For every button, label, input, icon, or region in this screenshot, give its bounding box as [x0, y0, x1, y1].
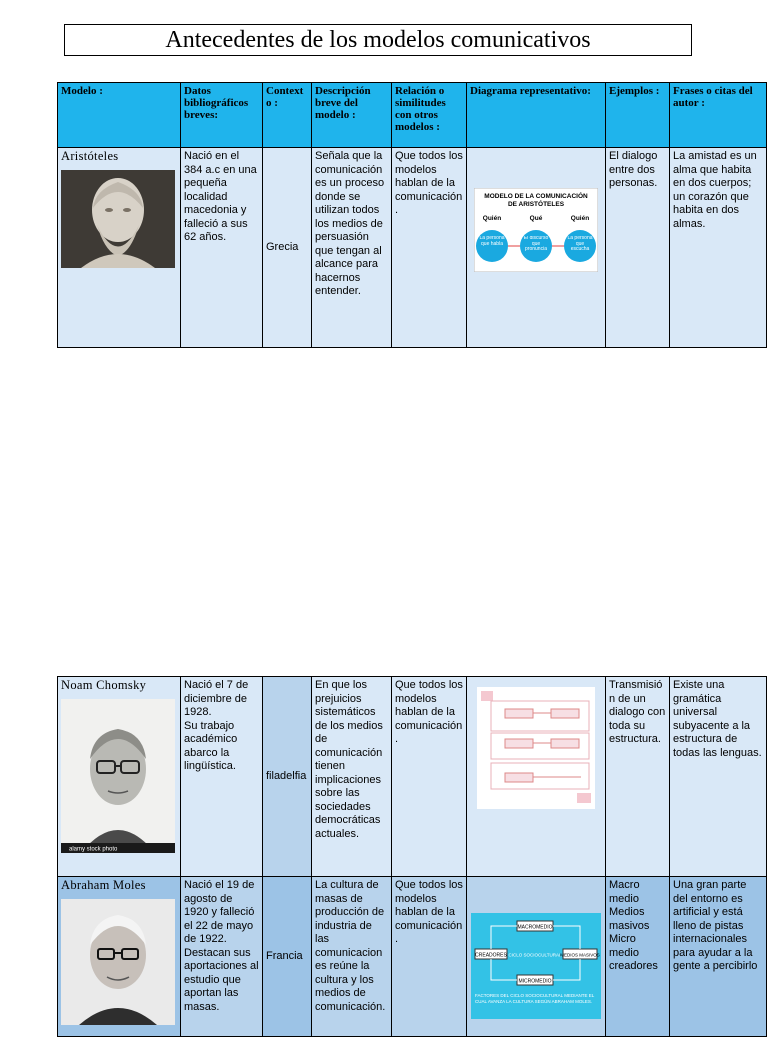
chomsky-diagram: [477, 687, 595, 809]
example-cell: Macro medio Medios masivos Micro medio creadores: [606, 877, 670, 1037]
moles-right: MEDIOS MASIVOS: [560, 952, 600, 958]
table-row: [58, 677, 767, 877]
table-row: [58, 877, 767, 1037]
diagram-circle-text-1: La persona que habla: [479, 236, 505, 247]
moles-diagram: [471, 913, 601, 1019]
bio-cell: Nació el 7 de diciembre de 1928. Su trabajo académico abarco la lingüística.: [181, 677, 263, 877]
diagram-circle-text-3: La persona que escucha: [567, 236, 593, 252]
diagram-circle-text-2: El discurso que pronuncia: [523, 236, 549, 252]
header-descripcion: Descripción breve del modelo :: [312, 83, 392, 148]
relation-cell: Que todos los modelos hablan de la comunicación.: [392, 677, 467, 877]
header-contexto: Contexto :: [263, 83, 312, 148]
moles-caption: FACTORES DEL CICLO SOCIOCULTURAL MEDIANTE EL CUAL AVANZA LA CULTURA SEGÚN ABRAHAM MOLES.: [475, 993, 595, 1004]
diagram-cell: [467, 877, 606, 1037]
relation-cell: Que todos los modelos hablan de la comunicación.: [392, 148, 467, 348]
bio-cell: Nació el 19 de agosto de 1920 y falleció el 22 de mayo de 1922. Destacan sus aportaciones al estudio que aportan las masas.: [181, 877, 263, 1037]
page-title: Antecedentes de los modelos comunicativos: [64, 24, 692, 56]
model-cell: [58, 677, 181, 877]
header-frases: Frases o citas del autor :: [670, 83, 767, 148]
diagram-title-1: MODELO DE LA COMUNICACIÓN: [484, 193, 588, 200]
moles-portrait-image: [61, 899, 175, 1025]
models-table-header: [57, 82, 767, 348]
context-cell: Grecia: [263, 148, 312, 348]
aristotle-bust-image: [61, 170, 175, 268]
diagram-cell: [467, 677, 606, 877]
header-diagrama: Diagrama representativo:: [467, 83, 606, 148]
bio-cell: Nació en el 384 a.c en una pequeña localidad macedonia y falleció a sus 62 años.: [181, 148, 263, 348]
quote-cell: Existe una gramática universal subyacente a la estructura de todas las lenguas.: [670, 677, 767, 877]
photo-credit: alamy stock photo: [69, 846, 118, 852]
table-row: [58, 148, 767, 348]
model-name: Aristóteles: [61, 149, 119, 163]
diagram-cell: [467, 148, 606, 348]
header-modelo: Modelo :: [58, 83, 181, 148]
model-cell: [58, 148, 181, 348]
moles-top: MACROMEDIO: [517, 924, 553, 931]
header-relacion: Relación o similitudes con otros modelos :: [392, 83, 467, 148]
header-ejemplos: Ejemplos :: [606, 83, 670, 148]
description-cell: En que los prejuicios sistemáticos de los medios de comunicación tienen implicaciones sobre las sociedades democráticas actuales.: [312, 677, 392, 877]
moles-bottom: MICROMEDIO: [518, 978, 552, 985]
diagram-title-2: DE ARISTÓTELES: [507, 201, 565, 208]
context-cell: filadelfia: [263, 677, 312, 877]
model-name: Noam Chomsky: [61, 678, 147, 692]
header-datos: Datos bibliográficos breves:: [181, 83, 263, 148]
diagram-label-que: Qué: [529, 215, 543, 222]
moles-center: CICLO SOCIOCULTURAL: [508, 952, 562, 958]
quote-cell: Una gran parte del entorno es artificial y está lleno de pistas internacionales para ayudar a la gente a percibirlo: [670, 877, 767, 1037]
diagram-label-quien-1: Quién: [482, 215, 502, 222]
description-cell: La cultura de masas de producción de industria de las comunicaciones reúne la cultura y los medios de comunicación.: [312, 877, 392, 1037]
quote-cell: La amistad es un alma que habita en dos cuerpos; un corazón que habita en dos almas.: [670, 148, 767, 348]
model-cell: [58, 877, 181, 1037]
table-header-row: [58, 83, 767, 148]
diagram-label-quien-2: Quién: [570, 215, 590, 222]
chomsky-portrait-image: [61, 699, 175, 853]
moles-left: CREADORES: [475, 952, 507, 959]
example-cell: Transmisión de un dialogo con toda su estructura.: [606, 677, 670, 877]
model-name: Abraham Moles: [61, 878, 146, 892]
aristotle-diagram: [474, 188, 598, 272]
models-table-continued: [57, 676, 767, 1037]
example-cell: El dialogo entre dos personas.: [606, 148, 670, 348]
relation-cell: Que todos los modelos hablan de la comunicación.: [392, 877, 467, 1037]
context-cell: Francia: [263, 877, 312, 1037]
description-cell: Señala que la comunicación es un proceso donde se utilizan todos los medios de persuasión que tengan al alcance para hacernos entender.: [312, 148, 392, 348]
